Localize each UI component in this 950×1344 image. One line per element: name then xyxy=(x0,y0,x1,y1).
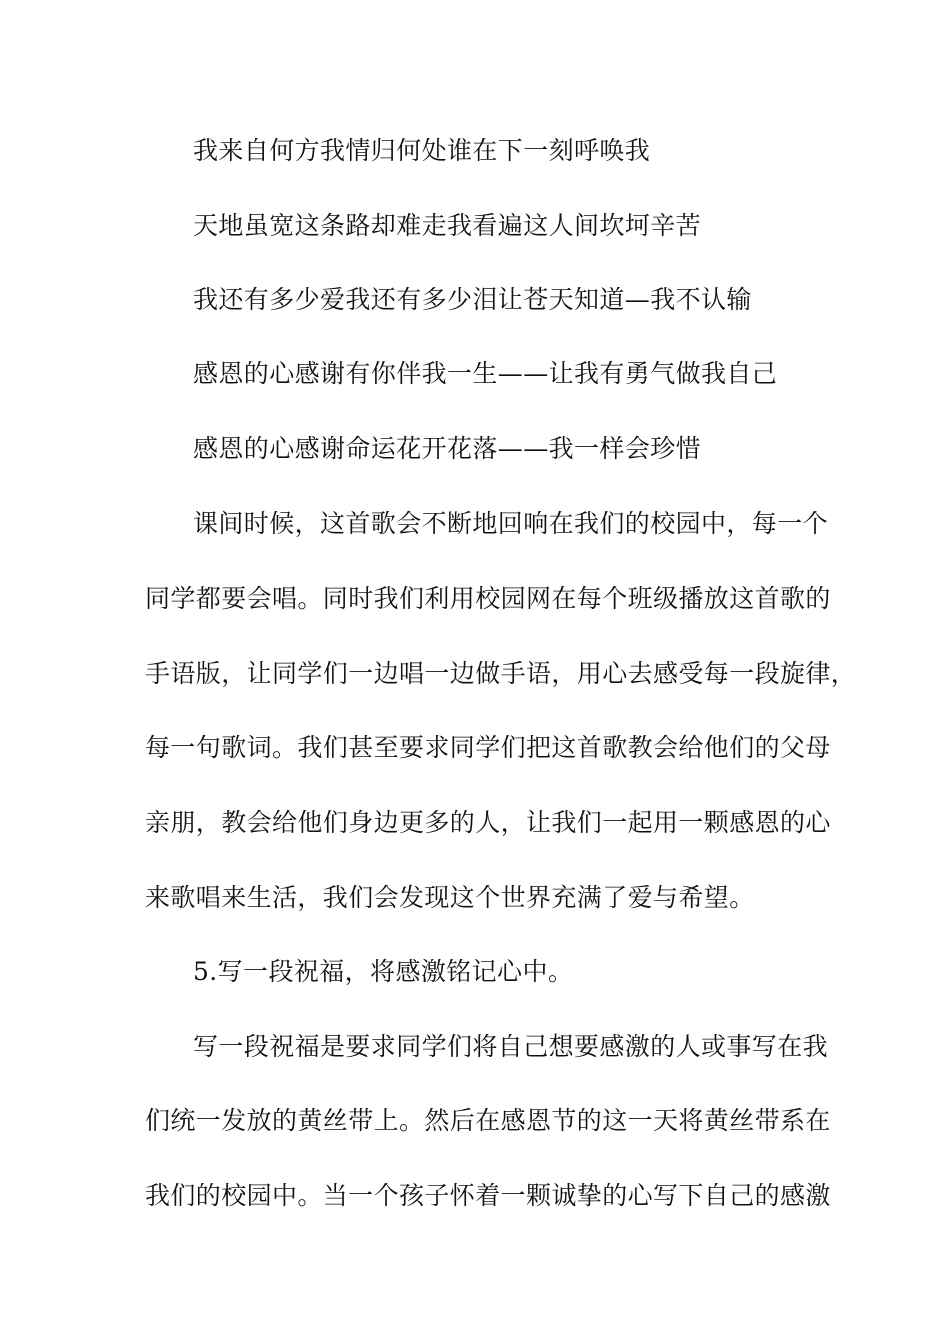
paragraph-2-line-2: 们统一发放的黄丝带上。然后在感恩节的这一天将黄丝带系在 xyxy=(145,1106,831,1135)
paragraph-2-line-3: 我们的校园中。当一个孩子怀着一颗诚挚的心写下自己的感激 xyxy=(145,1181,831,1210)
paragraph-1-line-5: 亲朋，教会给他们身边更多的人，让我们一起用一颗感恩的心 xyxy=(145,808,831,837)
paragraph-1-line-1: 课间时候，这首歌会不断地回响在我们的校园中，每一个 xyxy=(193,509,829,538)
lyric-line-4: 感恩的心感谢有你伴我一生——让我有勇气做我自己 xyxy=(193,359,778,388)
lyric-line-2: 天地虽宽这条路却难走我看遍这人间坎坷辛苦 xyxy=(193,211,702,240)
lyric-line-1: 我来自何方我情归何处谁在下一刻呼唤我 xyxy=(193,136,651,165)
paragraph-1-line-2: 同学都要会唱。同时我们利用校园网在每个班级播放这首歌的 xyxy=(145,584,831,613)
section-heading: 5.写一段祝福，将感激铭记心中。 xyxy=(193,957,574,986)
paragraph-2-line-1: 写一段祝福是要求同学们将自己想要感激的人或事写在我 xyxy=(193,1032,829,1061)
paragraph-1-line-3: 手语版，让同学们一边唱一边做手语，用心去感受每一段旋律， xyxy=(145,659,857,688)
paragraph-1-line-4: 每一句歌词。我们甚至要求同学们把这首歌教会给他们的父母 xyxy=(145,733,831,762)
paragraph-1-line-6: 来歌唱来生活，我们会发现这个世界充满了爱与希望。 xyxy=(145,883,755,912)
lyric-line-3: 我还有多少爱我还有多少泪让苍天知道—我不认输 xyxy=(193,285,752,314)
lyric-line-5: 感恩的心感谢命运花开花落——我一样会珍惜 xyxy=(193,434,702,463)
